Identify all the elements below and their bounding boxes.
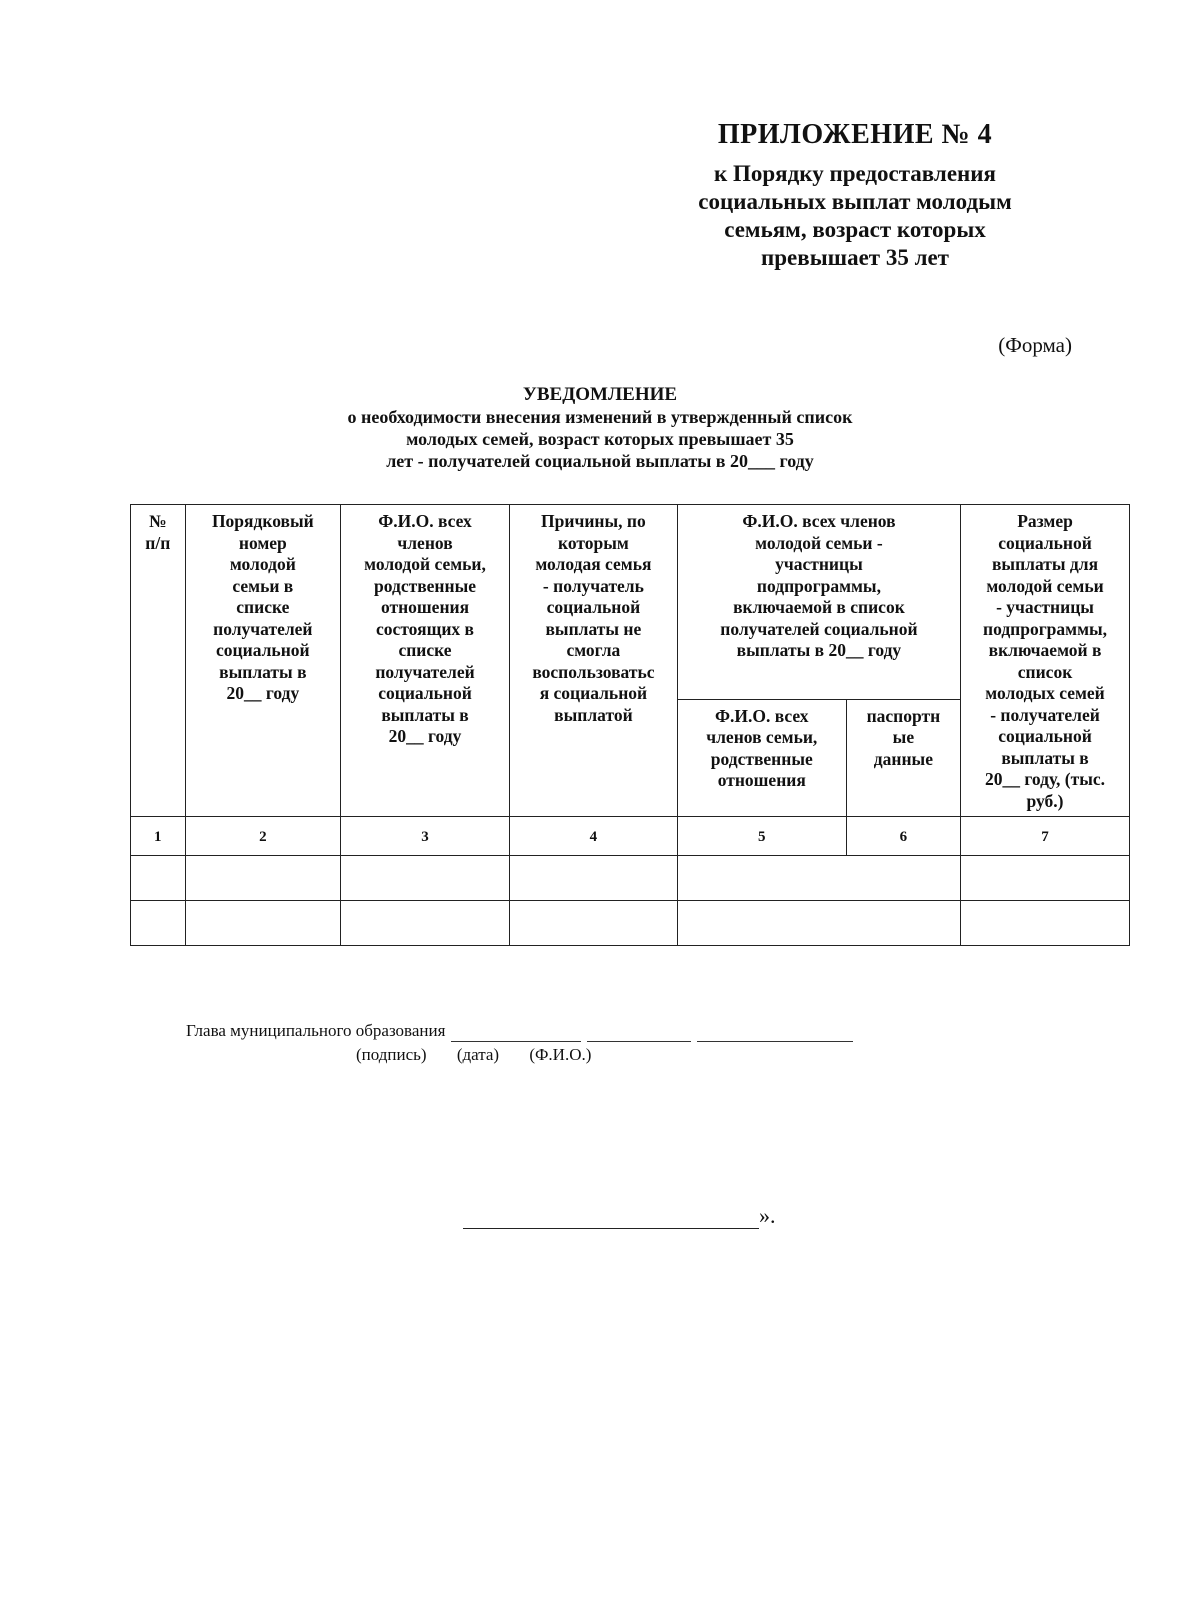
column-number: 2 — [185, 817, 341, 856]
header-family-order-number: Порядковый номер молодой семьи в списке получателей социальной выплаты в 20__ году — [185, 505, 341, 817]
full-name-blank — [697, 1025, 853, 1042]
header-reasons: Причины, по которым молодая семья - получатель социальной выплаты не смогла воспользоватьс я социальной выплатой — [509, 505, 677, 817]
closing-rule — [463, 1208, 759, 1229]
form-label: (Форма) — [998, 333, 1072, 357]
table-cell — [341, 856, 510, 901]
table-cell — [185, 901, 341, 946]
table-cell — [961, 901, 1130, 946]
notice-title: УВЕДОМЛЕНИЕ — [522, 384, 678, 405]
table-row — [131, 856, 1130, 901]
column-numbers-row — [131, 817, 1130, 856]
table-cell — [131, 856, 186, 901]
closing-quote-mark: ». — [759, 1203, 776, 1228]
table-row — [131, 901, 1130, 946]
date-blank — [587, 1025, 691, 1042]
appendix-title: ПРИЛОЖЕНИЕ № 4 — [717, 119, 993, 150]
signature-label: Глава муниципального образования — [186, 1021, 446, 1040]
signature-captions — [356, 1044, 946, 1066]
column-number: 1 — [131, 817, 186, 856]
table-cell — [131, 901, 186, 946]
header-new-family-members: Ф.И.О. всех членов семьи, родственные отношения — [677, 699, 846, 816]
table-cell — [961, 856, 1130, 901]
appendix-subtitle-line: к Порядку предоставления — [714, 161, 996, 186]
appendix-subtitle — [640, 160, 1070, 272]
signature-block — [186, 1020, 946, 1066]
table-cell — [341, 901, 510, 946]
column-number: 3 — [341, 817, 510, 856]
notice-line: лет - получателей социальной выплаты в 20___ году — [386, 451, 814, 471]
column-number: 6 — [846, 817, 960, 856]
closing-line — [463, 1203, 803, 1229]
column-number: 4 — [509, 817, 677, 856]
table-header-row — [131, 505, 1130, 700]
header-new-family-group: Ф.И.О. всех членов молодой семьи - участницы подпрограммы, включаемой в список получателей социальной выплаты в 20__ году — [677, 505, 960, 700]
header-passport-data: паспортн ые данные — [846, 699, 960, 816]
column-number: 7 — [961, 817, 1130, 856]
table-cell — [677, 856, 960, 901]
table-cell — [185, 856, 341, 901]
header-payment-amount: Размер социальной выплаты для молодой семьи - участницы подпрограммы, включаемой в список молодых семей - получателей социальной выплаты в 20__ году, (тыс. руб.) — [961, 505, 1130, 817]
header-number: № п/п — [131, 505, 186, 817]
notice-line: о необходимости внесения изменений в утвержденный список — [347, 407, 853, 427]
notice-heading — [250, 384, 950, 472]
signature-blank — [451, 1025, 581, 1042]
full-name-caption: (Ф.И.О.) — [529, 1045, 592, 1064]
table-cell — [509, 856, 677, 901]
table-cell — [509, 901, 677, 946]
appendix-header — [640, 118, 1070, 272]
notice-line: молодых семей, возраст которых превышает 35 — [406, 429, 794, 449]
signature-caption: (подпись) — [356, 1045, 427, 1064]
notice-table — [130, 504, 1130, 946]
column-number: 5 — [677, 817, 846, 856]
appendix-subtitle-line: семьям, возраст которых — [724, 217, 986, 242]
date-caption: (дата) — [456, 1045, 500, 1064]
table-cell — [677, 901, 960, 946]
appendix-subtitle-line: превышает 35 лет — [761, 245, 949, 270]
appendix-subtitle-line: социальных выплат молодым — [698, 189, 1012, 214]
signature-line — [186, 1020, 946, 1042]
header-family-members: Ф.И.О. всех членов молодой семьи, родственные отношения состоящих в списке получателей социальной выплаты в 20__ году — [341, 505, 510, 817]
